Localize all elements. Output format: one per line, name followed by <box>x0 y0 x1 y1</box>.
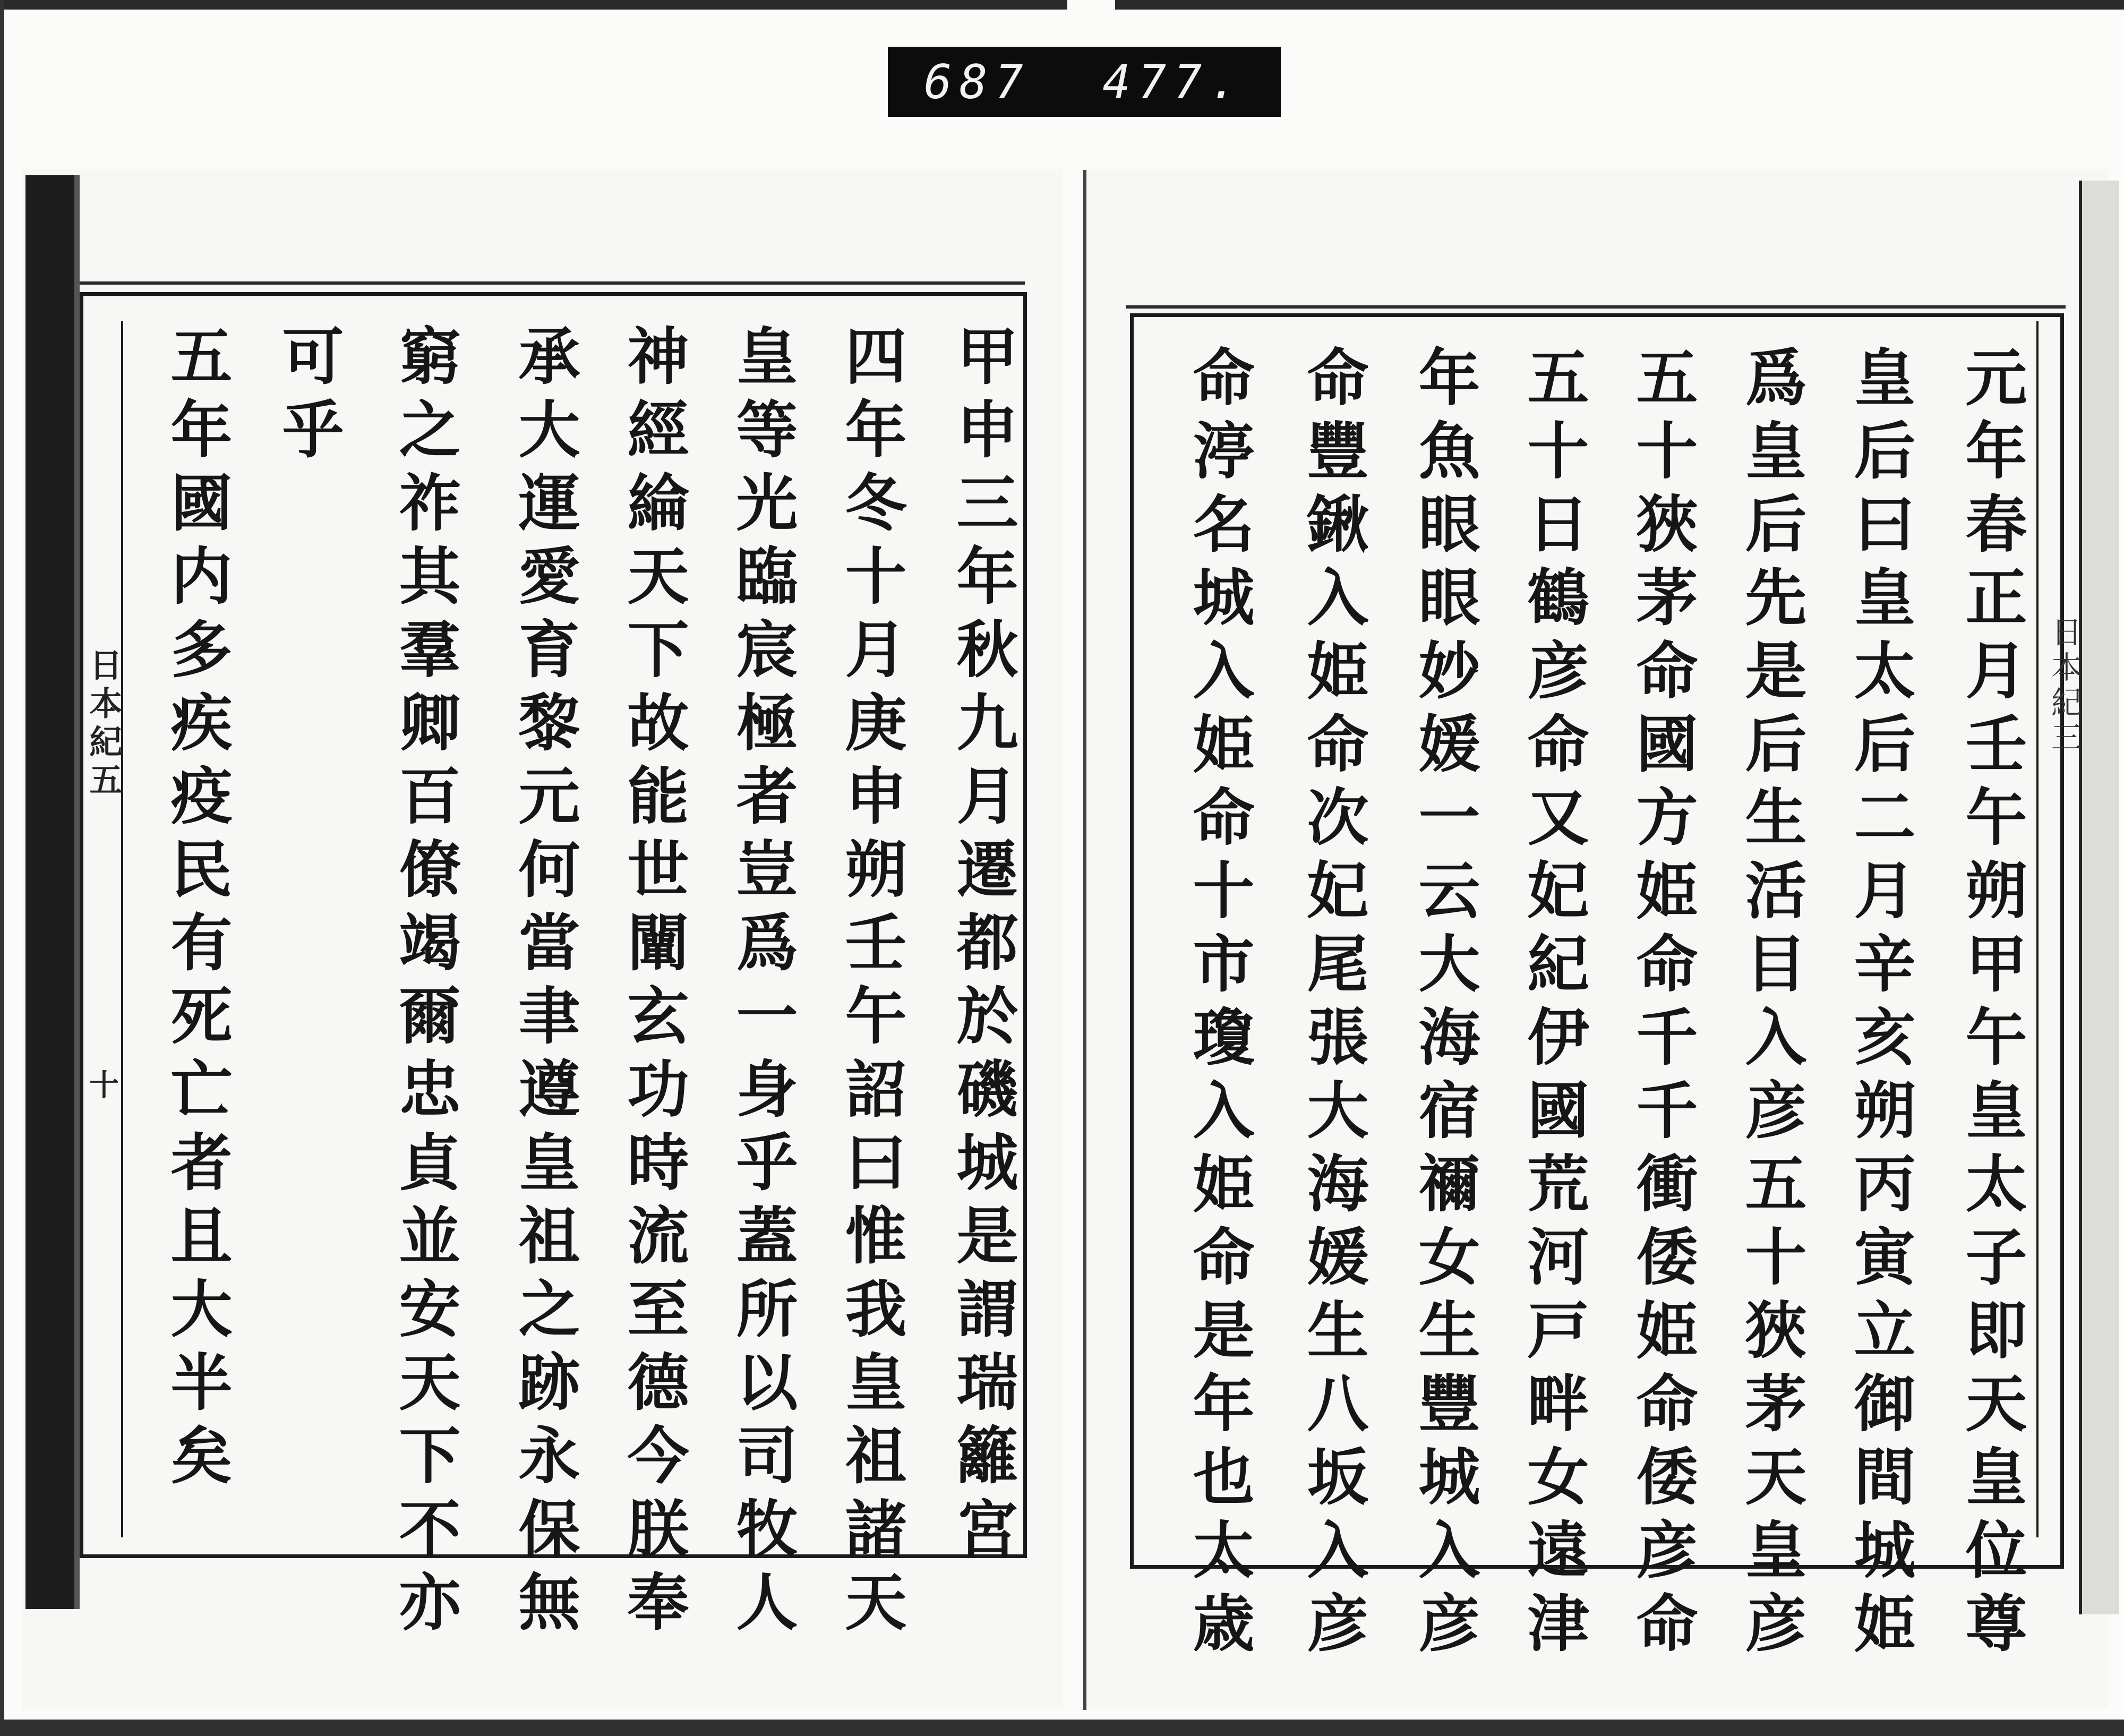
margin-book-title: 日本紀五 <box>84 648 123 801</box>
text-column: 命豐鍬入姫命次妃尾張大海媛生八坂入彦 <box>1297 345 1369 1664</box>
text-column: 皇等光臨宸極者豈爲一身乎蓋所以司牧人 <box>726 324 798 1643</box>
text-column: 五十日鶴彦命又妃紀伊國荒河戸畔女遠津 <box>1517 345 1589 1664</box>
scan-edge-left <box>0 0 4 1736</box>
margin-rule-left <box>121 321 123 1537</box>
text-column: 神經綸天下故能世闡玄功時流至德今朕奉 <box>617 324 689 1643</box>
archive-stamp <box>888 47 1281 117</box>
text-column: 爲皇后先是后生活目入彦五十狹茅天皇彦 <box>1735 345 1807 1664</box>
margin-rule-right <box>2036 321 2039 1537</box>
book-spine-left <box>25 175 74 1609</box>
text-column: 皇后曰皇太后二月辛亥朔丙寅立御間城姫 <box>1844 345 1916 1664</box>
margin-book-title-right: 日本紀三 <box>2046 616 2082 756</box>
text-column: 承大運愛育黎元何當聿遵皇祖之跡永保無 <box>508 324 580 1643</box>
text-column: 可乎 <box>272 324 344 471</box>
scan-gutter-gap <box>1067 0 1115 10</box>
scan-edge-bottom <box>0 1720 2124 1736</box>
stamp-number-left: 687 <box>923 54 1031 109</box>
text-column: 甲申三年秋九月遷都於磯城是謂瑞籬宮 <box>946 324 1018 1570</box>
text-column: 五年國内多疾疫民有死亡者且大半矣 <box>160 324 233 1496</box>
stamp-number-right: 477. <box>1102 54 1245 109</box>
text-column: 年魚眼眼妙媛一云大海宿禰女生豐城入彦 <box>1408 345 1480 1664</box>
text-column: 窮之祚其羣卿百僚竭爾忠貞並安天下不亦 <box>389 324 461 1643</box>
book-edge-right <box>2079 181 2119 1614</box>
text-column: 元年春正月壬午朔甲午皇太子即天皇位尊 <box>1955 345 2027 1664</box>
text-column: 四年冬十月庚申朔壬午詔曰惟我皇祖諸天 <box>835 324 907 1643</box>
scan-edge-top <box>0 0 2124 10</box>
text-column: 命渟名城入姫命十市瓊入姫命是年也太歳 <box>1183 345 1255 1664</box>
folio-number: 十 <box>89 1068 119 1103</box>
top-rule-left <box>80 281 1025 285</box>
top-rule-right <box>1126 305 2066 309</box>
spine-edge <box>74 175 80 1609</box>
page-gutter <box>1083 170 1086 1710</box>
text-column: 五十狹茅命國方姫命千千衝倭姫命倭彦命 <box>1626 345 1698 1664</box>
text-frame-right <box>1130 313 2064 1569</box>
